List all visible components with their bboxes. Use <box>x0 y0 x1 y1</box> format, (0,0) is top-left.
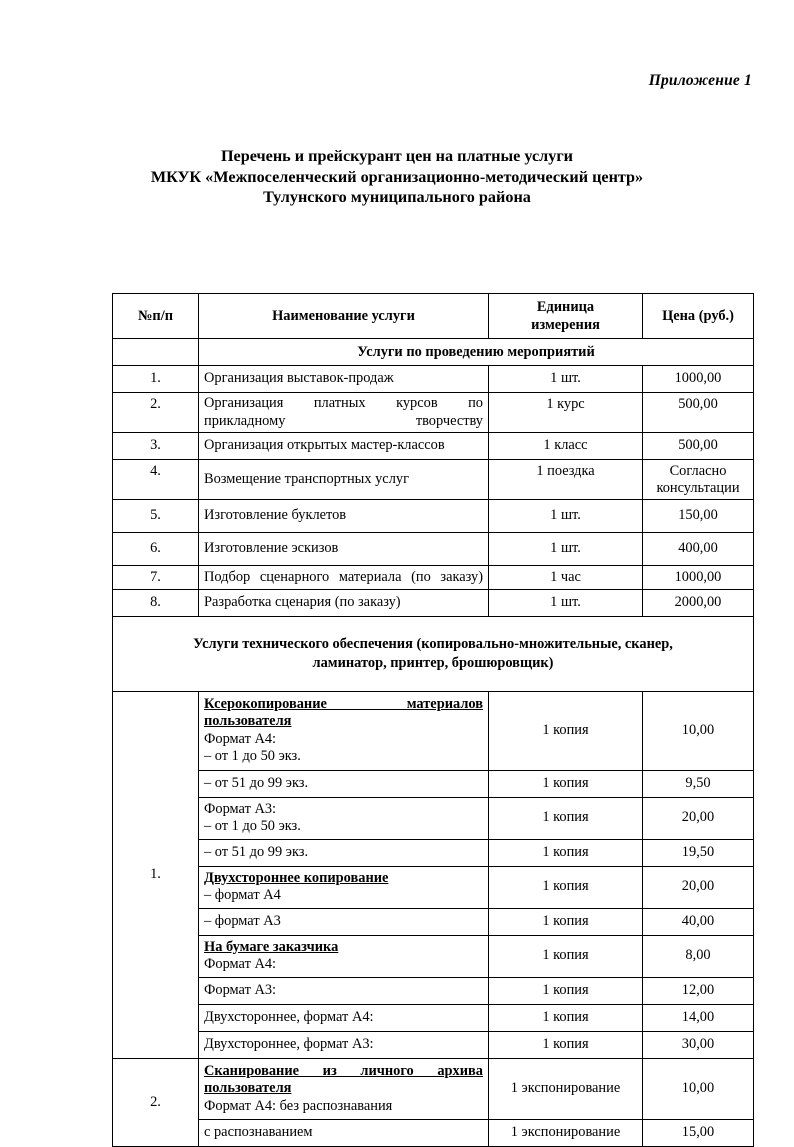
row-unit: 1 копия <box>489 797 643 839</box>
row-service-sub-1: Формат А4: <box>204 956 277 972</box>
section-1-title: Услуги по проведению мероприятий <box>199 339 754 366</box>
row-price: 500,00 <box>643 393 754 433</box>
row-service-name: с распознаванием <box>199 1120 489 1147</box>
row-unit: 1 копия <box>489 1004 643 1031</box>
table-row <box>113 866 754 908</box>
row-service-name: Двухстороннее, формат А3: <box>199 1031 489 1058</box>
row-price: 12,00 <box>643 977 754 1004</box>
row-number: 2. <box>113 393 199 433</box>
table-row <box>113 935 754 977</box>
row-service-name: Возмещение транспортных услуг <box>199 460 489 500</box>
row-service-sub-2: – от 1 до 50 экз. <box>204 818 301 834</box>
page-title <box>0 146 794 208</box>
row-service-name: – формат А3 <box>199 908 489 935</box>
header-cell-name: Наименование услуги <box>199 294 489 339</box>
table-row <box>113 908 754 935</box>
row-price: 14,00 <box>643 1004 754 1031</box>
row-service-name: Двухстороннее, формат А4: <box>199 1004 489 1031</box>
group-2-number: 2. <box>113 1058 199 1147</box>
row-unit: 1 экспонирование <box>489 1120 643 1147</box>
row-unit: 1 копия <box>489 908 643 935</box>
row-service-name: Формат А3: <box>199 977 489 1004</box>
row-price: 20,00 <box>643 866 754 908</box>
table-row <box>113 566 754 590</box>
row-unit: 1 копия <box>489 935 643 977</box>
row-price: 2000,00 <box>643 589 754 616</box>
row-unit: 1 курс <box>489 393 643 433</box>
row-price: 400,00 <box>643 533 754 566</box>
row-service-name <box>199 393 489 433</box>
row-price: 1000,00 <box>643 566 754 590</box>
header-unit-line1: Единица <box>536 299 595 315</box>
table-row <box>113 433 754 460</box>
group-1-number: 1. <box>113 691 199 1058</box>
row-number: 5. <box>113 500 199 533</box>
table-row <box>113 460 754 500</box>
row-number: 4. <box>113 460 199 500</box>
row-price: 9,50 <box>643 770 754 797</box>
row-service-name <box>199 797 489 839</box>
row-service-name-text: Подбор сценарного материала (по заказу) <box>204 568 483 585</box>
row-service-name: Разработка сценария (по заказу) <box>199 589 489 616</box>
row-service-heading: Ксерокопирование материалов пользователя <box>204 695 483 729</box>
row-price: 150,00 <box>643 500 754 533</box>
row-price: 8,00 <box>643 935 754 977</box>
row-service-name <box>199 566 489 590</box>
row-unit: 1 шт. <box>489 366 643 393</box>
section-2-title <box>113 616 754 691</box>
row-service-name <box>199 935 489 977</box>
section-2-title-line2: ламинатор, принтер, брошюровщик) <box>312 654 554 671</box>
row-unit: 1 копия <box>489 1031 643 1058</box>
row-price: Согласно консультации <box>643 460 754 500</box>
row-price: 15,00 <box>643 1120 754 1147</box>
header-cell-price: Цена (руб.) <box>643 294 754 339</box>
table-header-row <box>113 294 754 339</box>
table-row <box>113 500 754 533</box>
row-unit: 1 копия <box>489 770 643 797</box>
row-number: 6. <box>113 533 199 566</box>
row-number: 1. <box>113 366 199 393</box>
row-service-sub-1: Формат А3: <box>204 800 277 817</box>
header-cell-unit <box>489 294 643 339</box>
row-price: 20,00 <box>643 797 754 839</box>
section-2-title-line1: Услуги технического обеспечения (копировально-множительные, сканер, <box>193 635 673 652</box>
row-service-sub-1: – формат А4 <box>204 887 281 903</box>
table-row <box>113 1120 754 1147</box>
row-service-sub-1: Формат А4: <box>204 730 277 747</box>
row-service-name-text: Организация платных курсов по прикладному творчеству <box>204 395 483 429</box>
row-unit: 1 копия <box>489 866 643 908</box>
row-number: 3. <box>113 433 199 460</box>
table-row <box>113 770 754 797</box>
row-service-name <box>199 1058 489 1120</box>
title-line-2: МКУК «Межпоселенческий организационно-методический центр» <box>150 167 644 186</box>
row-price: 1000,00 <box>643 366 754 393</box>
title-line-3: Тулунского муниципального района <box>263 188 531 206</box>
row-service-heading: На бумаге заказчика <box>204 938 339 955</box>
appendix-label: Приложение 1 <box>648 72 752 89</box>
row-unit: 1 копия <box>489 839 643 866</box>
header-cell-number: №п/п <box>113 294 199 339</box>
table-row <box>113 977 754 1004</box>
header-unit-line2: измерения <box>531 317 600 333</box>
table-row <box>113 1004 754 1031</box>
table-row <box>113 589 754 616</box>
row-price: 40,00 <box>643 908 754 935</box>
row-unit: 1 шт. <box>489 500 643 533</box>
table-row <box>113 691 754 770</box>
table-row <box>113 839 754 866</box>
row-unit: 1 поездка <box>489 460 643 500</box>
price-list-table <box>112 293 754 1147</box>
row-service-name: Организация выставок-продаж <box>199 366 489 393</box>
row-unit: 1 экспонирование <box>489 1058 643 1120</box>
row-service-name: – от 51 до 99 экз. <box>199 770 489 797</box>
row-price: 30,00 <box>643 1031 754 1058</box>
row-service-name: Организация открытых мастер-классов <box>199 433 489 460</box>
table-row <box>113 797 754 839</box>
row-unit: 1 час <box>489 566 643 590</box>
row-price: 10,00 <box>643 1058 754 1120</box>
row-unit: 1 шт. <box>489 589 643 616</box>
row-service-heading: Двухстороннее копирование <box>204 869 389 886</box>
row-unit: 1 шт. <box>489 533 643 566</box>
section-2-banner-row <box>113 616 754 691</box>
row-price: 19,50 <box>643 839 754 866</box>
table-row <box>113 1031 754 1058</box>
section-1-banner-row <box>113 339 754 366</box>
row-unit: 1 копия <box>489 977 643 1004</box>
row-service-name <box>199 866 489 908</box>
table-row <box>113 366 754 393</box>
row-price: 10,00 <box>643 691 754 770</box>
table-row <box>113 533 754 566</box>
title-line-1: Перечень и прейскурант цен на платные услуги <box>220 147 574 165</box>
section-1-empty-num-cell <box>113 339 199 366</box>
row-service-heading: Сканирование из личного архива пользователя <box>204 1062 483 1096</box>
row-number: 7. <box>113 566 199 590</box>
row-service-sub-2: – от 1 до 50 экз. <box>204 748 301 764</box>
row-unit: 1 копия <box>489 691 643 770</box>
row-service-name: – от 51 до 99 экз. <box>199 839 489 866</box>
row-service-sub-1: Формат А4: без распознавания <box>204 1097 393 1114</box>
row-number: 8. <box>113 589 199 616</box>
table-row <box>113 393 754 433</box>
row-unit: 1 класс <box>489 433 643 460</box>
row-price: 500,00 <box>643 433 754 460</box>
row-service-name <box>199 691 489 770</box>
row-service-name: Изготовление буклетов <box>199 500 489 533</box>
table-row <box>113 1058 754 1120</box>
row-service-name: Изготовление эскизов <box>199 533 489 566</box>
